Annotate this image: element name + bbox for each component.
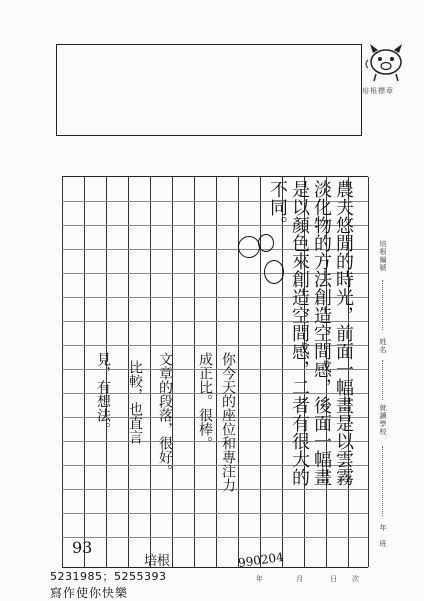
comment-column-4: 比較，也直言 <box>127 360 143 444</box>
sidebar-label-name: 姓名 <box>379 338 387 354</box>
footer-slogan: 寫作使你快樂 <box>50 586 129 600</box>
comment-column-5: 見，有想法。 <box>95 352 111 436</box>
date-label-month: 月 <box>296 575 303 583</box>
sidebar-label-serial: 培根編號 <box>379 240 387 272</box>
essay-column-1: 農夫悠閒的時光，前面一幅畫是以雲霧 <box>333 180 354 486</box>
essay-column-2: 淡化物的方法創造空間感，後面一幅畫 <box>311 180 332 486</box>
circle-mark <box>238 236 260 258</box>
sidebar-dotted-line <box>382 360 383 400</box>
circle-mark <box>258 234 274 252</box>
logo-caption: 培根標章 <box>362 87 394 95</box>
date-code: 990204 <box>237 549 285 571</box>
circle-mark <box>264 260 284 284</box>
footer-phones: 5231985；5255393 <box>50 570 167 583</box>
sidebar-label-school: 就讀學校 <box>379 404 387 436</box>
comment-column-2: 成正比。很棒。 <box>197 352 213 450</box>
essay-column-3: 是以顏色來創造空間感，二者有很大的 <box>289 180 310 486</box>
comment-column-1: 你今天的座位和專注力 <box>220 352 236 492</box>
date-label-count: 次 <box>352 575 359 583</box>
sidebar-dotted-line <box>382 446 383 516</box>
sidebar-label-class: 年 班 <box>379 524 387 548</box>
sidebar-dotted-line <box>382 280 383 330</box>
score: 93 <box>72 538 93 557</box>
title-box <box>56 44 362 136</box>
teacher-signature: 培根 <box>144 554 171 569</box>
comment-column-3: 文章的段落，很好。 <box>157 352 173 478</box>
date-label-day: 日 <box>330 575 337 583</box>
essay-column-4: 不同。 <box>267 180 288 234</box>
pig-mascot-logo-icon <box>364 36 408 82</box>
date-label-year: 年 <box>256 575 263 583</box>
